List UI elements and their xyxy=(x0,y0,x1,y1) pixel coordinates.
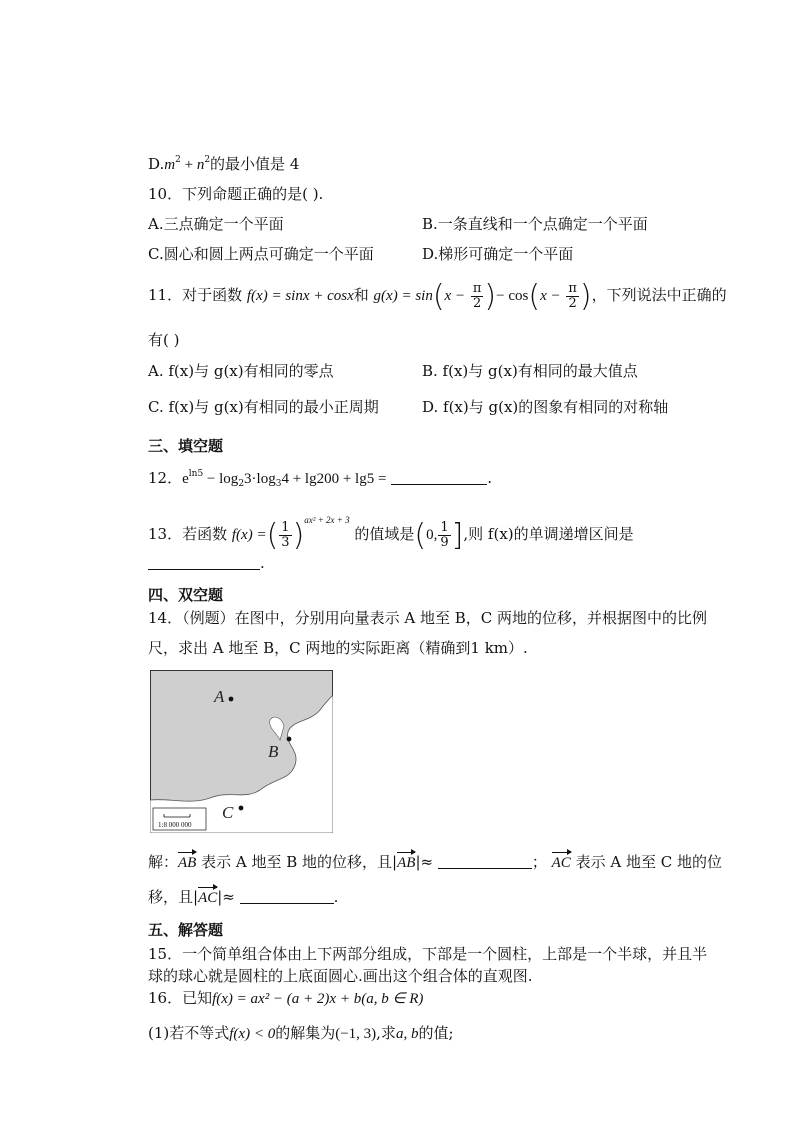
map-figure xyxy=(150,670,333,833)
q13-answer-blank[interactable] xyxy=(148,569,260,570)
section-heading-solve: 五、解答题 xyxy=(148,921,224,939)
q12: 12．$e^{ln5} - \log_23\cdot\log_34 + \lg 200 + \lg 5$ = . xyxy=(148,469,492,489)
q14-ac-blank[interactable] xyxy=(240,903,334,904)
q11-option-c: C. f(x)与 g(x)有相同的最小正周期 xyxy=(148,398,379,416)
q11-option-d: D. f(x)与 g(x)的图象有相同的对称轴 xyxy=(422,398,669,416)
q11-option-b: B. f(x)与 g(x)有相同的最大值点 xyxy=(422,362,638,380)
q10-option-c: C.圆心和圆上两点可确定一个平面 xyxy=(148,245,374,263)
q12-answer-blank[interactable] xyxy=(391,484,487,485)
q15-line2: 球的球心就是圆柱的上底面圆心.画出这个组合体的直观图. xyxy=(148,967,533,985)
map-point-c xyxy=(239,806,244,811)
q11-stem: 11．对于函数 f(x) = sinx + cosx和 g(x) = sin(x − $\frac{\pi}{2}$ )− cos(x − $\frac{\pi}{2}$ )，下列说法中正确的 xyxy=(148,279,727,314)
q16-part1: (1)若不等式f(x) < 0的解集为(−1, 3),求a, b的值; xyxy=(148,1024,454,1042)
section-heading-double-blank: 四、双空题 xyxy=(148,586,224,604)
q14-line1: 14．（例题）在图中，分别用向量表示 A 地至 B，C 两地的位移，并根据图中的比例 xyxy=(148,609,707,627)
map-label-a: A xyxy=(214,687,225,706)
q10-option-b: B.一条直线和一个点确定一个平面 xyxy=(422,215,648,233)
q15-line1: 15．一个简单组合体由上下两部分组成，下部是一个圆柱，上部是一个半球，并且半 xyxy=(148,945,708,963)
q14-answer-line2: 移，且|AC|≈ . xyxy=(148,888,339,906)
q14-ab-blank[interactable] xyxy=(438,868,532,869)
map-label-b: B xyxy=(268,742,279,761)
map-point-b xyxy=(287,737,292,742)
map-point-a xyxy=(229,697,234,702)
q10-stem: 10．下列命题正确的是( ). xyxy=(148,185,324,203)
q13-answer-line: . xyxy=(148,553,265,573)
q14-line2: 尺，求出 A 地至 B，C 两地的实际距离（精确到1 km）. xyxy=(148,639,528,657)
q16-stem: 16．已知f(x) = ax² − (a + 2)x + b(a, b ∈ R) xyxy=(148,989,424,1007)
map-label-c: C xyxy=(222,803,234,822)
section-heading-fill-in: 三、填空题 xyxy=(148,437,224,455)
q9-option-d: $D.m^2 + n^2$的最小值是 4 xyxy=(148,155,300,173)
q11-option-a: A. f(x)与 g(x)有相同的零点 xyxy=(148,362,334,380)
q13: 13．若函数 f(x) =( $\frac{1}{3}$ )$^{ax^2 + 2x + 3}$ 的值域是(0, $\frac{1}{9}$ ],则 f(x)的单调递增区间是 xyxy=(148,515,634,553)
q11-stem-line2: 有( ) xyxy=(148,331,180,349)
q10-option-d: D.梯形可确定一个平面 xyxy=(422,245,574,263)
map-scale-label: 1:8 000 000 xyxy=(158,821,192,829)
q10-option-a: A.三点确定一个平面 xyxy=(148,215,284,233)
q14-answer-line1: 解：AB 表示 A 地至 B 地的位移，且|AB|≈ ； AC 表示 A 地至 C 地的位 xyxy=(148,853,722,871)
